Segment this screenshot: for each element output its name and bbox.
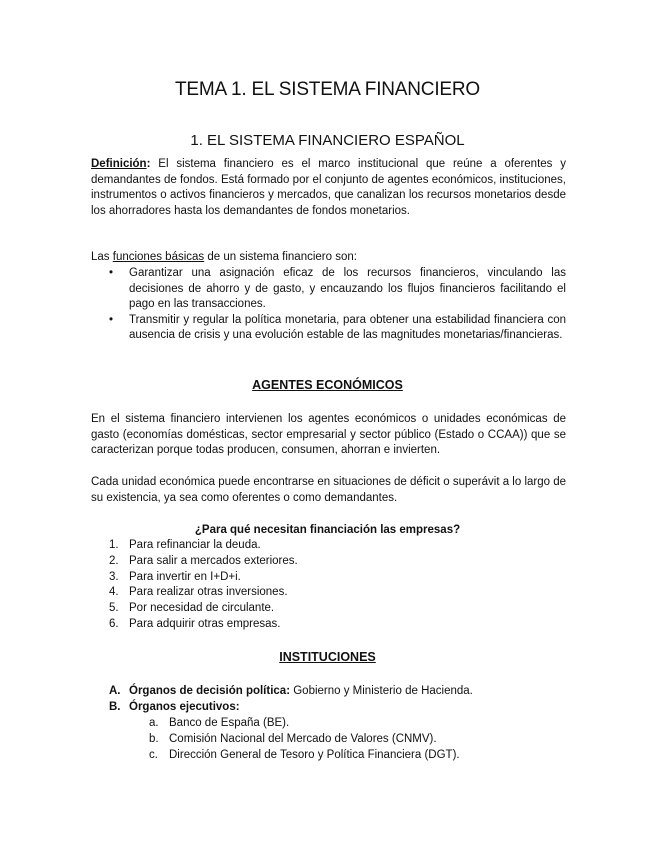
list-marker: c. [149,748,158,761]
institution-label: Órganos ejecutivos: [129,700,240,713]
functions-intro-before: Las [91,251,113,263]
list-item-text: Para salir a mercados exteriores. [129,554,298,567]
list-marker: B. [109,700,121,713]
list-number: 3. [109,570,119,583]
definition-paragraph [91,157,566,219]
list-item [91,538,298,554]
institution-label: Órganos de decisión política: [129,685,291,697]
list-item [91,313,566,344]
list-item [91,585,298,601]
list-item-text: Para realizar otras inversiones. [129,586,288,599]
functions-list [91,266,566,344]
instituciones-heading: INSTITUCIONES [279,650,376,664]
financing-question: ¿Para qué necesitan financiación las empresas? [194,524,461,536]
list-number: 1. [109,539,119,551]
list-item [91,601,298,617]
list-marker: b. [149,732,159,745]
agentes-heading: AGENTES ECONÓMICOS [252,378,403,392]
agentes-paragraph-2: Cada unidad económica puede encontrarse en situaciones de déficit o superávit a lo largo de su existencia, ya sea como oferentes o como demandantes. [91,476,567,504]
list-item [91,732,460,748]
list-item-text: Banco de España (BE). [169,717,290,729]
list-number: 4. [109,586,119,599]
agentes-paragraph-1: En el sistema financiero intervienen los agentes económicos o unidades económicas de gasto (economías domésticas, sector empresarial y sector público (Estado o CCAA)) que se caracterizan porque todas producen, consumen, ahorran e invierten. [91,413,566,456]
institution-text: Gobierno y Ministerio de Hacienda. [290,685,473,697]
function-item-text: Garantizar una asignación eficaz de los recursos financieros, vinculando las decisiones de ahorro y de gasto, y encauzando los flujos financieros facilitando el pago en las transacciones. [129,267,566,310]
page-title: TEMA 1. EL SISTEMA FINANCIERO [175,79,480,100]
list-item [91,554,298,570]
list-item [91,716,460,732]
bullet-icon: • [109,313,114,326]
list-item-text: Para refinanciar la deuda. [129,539,261,551]
list-number: 6. [109,617,119,630]
list-item [91,266,566,313]
definition-label: Definición [91,158,147,170]
bullet-icon: • [109,267,114,279]
list-item-text: Para invertir en I+D+i. [129,570,241,583]
instituciones-list [91,684,473,716]
organos-ejecutivos-list [91,716,460,763]
section-title: 1. EL SISTEMA FINANCIERO ESPAÑOL [190,132,465,149]
list-number: 2. [109,554,119,567]
list-item [91,700,473,716]
function-item-text: Transmitir y regular la política monetaria, para obtener una estabilidad financiera con ausencia de crisis y una evolución estable de las magnitudes monetarias/financieras. [129,313,566,341]
definition-colon: : [146,158,151,170]
functions-basic-term: funciones básicas [112,251,205,263]
list-item-text: Dirección General de Tesoro y Política Financiera (DGT). [169,748,460,761]
list-item [91,748,460,764]
list-item [91,617,298,633]
list-item [91,570,298,586]
functions-intro [91,250,566,266]
list-item [91,684,473,700]
list-item-text: Para adquirir otras empresas. [129,617,281,630]
list-marker: a. [149,717,159,729]
list-item-text: Comisión Nacional del Mercado de Valores (CNMV). [169,732,437,745]
definition-text: El sistema financiero es el marco institucional que reúne a oferentes y demandantes de fondos. Está formado por el conjunto de agentes económicos, instituciones, instrumentos o activos financieros y mercados, que canalizan los recursos monetarios desde los ahorradores hasta los demandantes de fondos monetarios. [91,158,566,217]
list-item-text: Por necesidad de circulante. [129,602,275,615]
list-number: 5. [109,602,119,615]
list-marker: A. [109,685,121,697]
financing-reasons-list [91,538,298,633]
functions-intro-after: de un sistema financiero son: [204,251,357,263]
